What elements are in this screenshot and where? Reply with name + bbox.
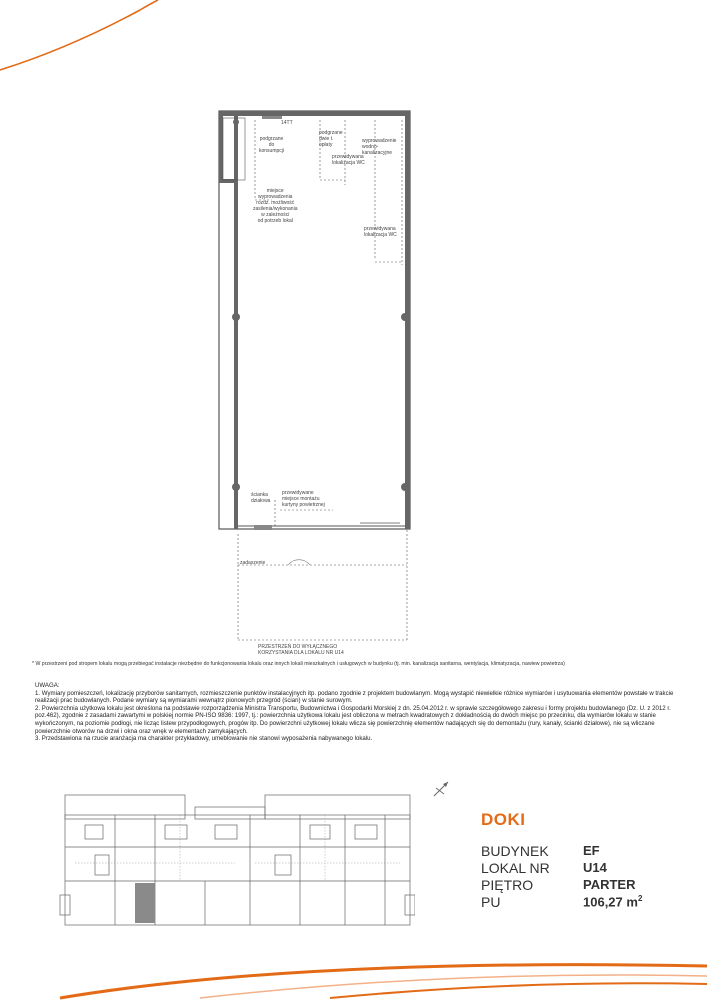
label-miejsce-wyprowadzenia: miejsce wyprowadzenia rozdz. możliwość zasilenia/wykonania w zależności od potrzeb lokal: [253, 188, 298, 224]
building-value: EF: [583, 843, 600, 858]
label-podgrzane-a: podgrzane do konsumpcji: [259, 136, 285, 154]
info-row-area: [481, 894, 681, 911]
key-plan-highlighted-unit: [135, 883, 155, 923]
note-3: 3. Przedstawiona na rzucie aranżacja ma charakter przykładowy, umeblowanie nie stanowi wyposażenia nabywanego lokalu.: [35, 735, 373, 743]
label-przestrzen-wylaczna: PRZESTRZEŃ DO WYŁĄCZNEGO KORZYSTANIA DLA LOKALU NR U14: [258, 644, 344, 656]
label-14tt: 14TT: [281, 120, 293, 126]
installation-footnote: * W przestrzeni pod stropem lokalu mogą przebiegać instalacje niezbędne do funkcjonowania lokalu oraz innych lokali mieszkalnych i usługowych w budynku (tj. min. kanalizacja sanitarna, wentylacja, klimatyzacja, nawiew powietrza): [32, 661, 565, 667]
floor-label: PIĘTRO: [481, 877, 534, 893]
building-label: BUDYNEK: [481, 843, 549, 859]
north-compass-icon: [430, 778, 452, 800]
building-key-plan: [55, 785, 415, 945]
label-lokalizacja-wc-b: przewidywana lokalizacja WC: [364, 226, 397, 238]
note-1: 1. Wymiary pomieszczeń, lokalizację przyborów sanitarnych, rozmieszczenie punktów instalacyjnych itp. podano zgodnie z projektem budowlanym. Mogą wystąpić niewielkie różnice wymiarów i usytuowania elementów powstałe w trakcie realizacji prac budowlanych. Podane wymiary są wymiarami wewnątrz pionowych przegród (ścian) w stanie surowym.: [35, 689, 674, 705]
note-2: 2. Powierzchnia użytkowa lokalu jest określona na podstawie rozporządzenia Ministra Transportu, Budownictwa i Gospodarki Morskiej z dn. 25.04.2012 r. w sprawie szczegółowego zakresu i formy projektu budowlanego (Dz. U. z 2012 r. poz.462), zgodnie z zasadami zawartymi w polskiej normie PN-ISO 9836: 1997, tj.: powierzchnia użytkowa lokalu jest obliczona w metrach kwadratowych z dokładnością do dwóch miejsc po przecinku, dla wymiarów lokalu w stanie wykończonym, na poziomie podłogi, nie licząc listew przypodłogowych, progów itp. Do powierzchni użytkowej lokalu wlicza się powierzchnię elementów nadających się do demontażu (rury, kanały, ścianki działowe), nie są wliczane powierzchnie otworów na drzwi i okna oraz wnęk w elementach zamykających.: [35, 704, 671, 735]
label-scianka-dzialowa: ścianka działowa: [251, 492, 271, 504]
info-row-unit: [481, 860, 681, 877]
area-label: PU: [481, 894, 501, 910]
unit-info-table: [481, 843, 681, 911]
notes-section: [35, 682, 675, 743]
unit-label: LOKAL NR: [481, 860, 550, 876]
door-swing-arc: [288, 560, 310, 565]
label-zadaszenie: zadaszenie: [240, 560, 266, 566]
plan-walls: [219, 111, 410, 530]
label-podgrzane-b: podgrzane dwie t. opłaty: [319, 130, 343, 148]
unit-value: U14: [583, 860, 607, 875]
info-row-floor: [481, 877, 681, 894]
label-wyprowadzenie: wyprowadzenie wodno- kanalizacyjne: [362, 138, 397, 156]
label-kurtyna-powietrzna: przewidywane miejsce montażu kurtyny powietrznej: [282, 490, 325, 508]
floor-value: PARTER: [583, 877, 636, 892]
label-lokalizacja-wc-a: przewidywana lokalizacja WC: [332, 154, 365, 166]
info-row-building: [481, 843, 681, 860]
area-value: 106,27 $m^2$: [583, 894, 643, 910]
brand-logo: DOKI: [481, 810, 526, 829]
bottom-decorative-swoosh: [0, 940, 707, 1000]
notes-heading: UWAGA:: [35, 682, 60, 689]
